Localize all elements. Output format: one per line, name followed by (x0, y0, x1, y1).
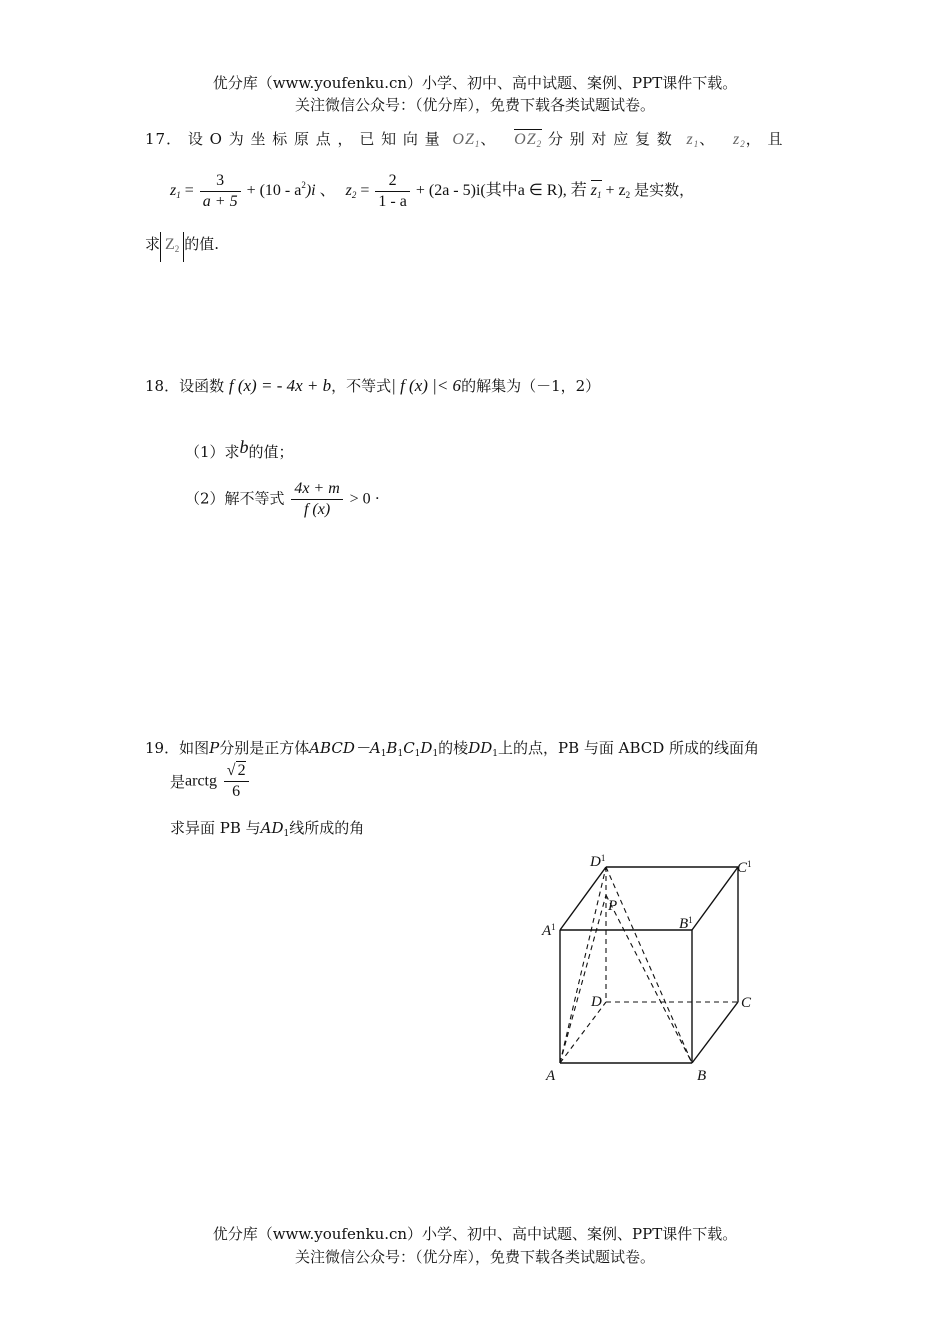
q17-question: 求 $Z_2$ 的值. (145, 232, 219, 262)
q17-vector-oz1: $OZ_1$ (452, 131, 481, 149)
q17-fraction-2: $\frac{2}{1 - a}$ (375, 172, 409, 211)
label-b1: $B^1$ (679, 915, 693, 932)
label-d1: $D^1$ (590, 853, 606, 870)
q17-z2: $z_2$ (733, 131, 746, 149)
q17-fraction-1: $\frac{3}{a + 5}$ (200, 172, 241, 211)
q17-number: 17． (145, 130, 183, 148)
header-line-2: 关注微信公众号：（优分库），免费下载各类试题试卷。 (294, 96, 655, 114)
q18-function: f (x) = - 4x + b (228, 376, 332, 395)
q17-intro: 设 O 为 坐 标 原 点 ， 已 知 向 量 (187, 130, 441, 148)
q18-part-1: （1）求b的值； (185, 437, 294, 461)
segment-ad1 (560, 867, 606, 1063)
segment-d1b (606, 867, 692, 1063)
q19-line-3: 求异面 PB 与$AD_1$线所成的角 (170, 819, 365, 839)
footer-line-2: 关注微信公众号：（优分库），免费下载各类试题试卷。 (294, 1248, 655, 1266)
q18-fraction: $\frac{4x + m}{f (x)}$ (291, 480, 342, 519)
q17-z1: $z_1$ (686, 131, 700, 149)
q17-end: ， 且 (745, 130, 784, 148)
edge-bc (692, 1002, 738, 1063)
q19-line-2: 是arctg $\frac{√ 2}{6}$ (170, 762, 251, 801)
label-c: C (741, 995, 752, 1011)
q17-line-1: 17． 设 O 为 坐 标 原 点 ， 已 知 向 量 $OZ_1$、 $OZ_2$ 分 别 对 应 复 数 $z_1$、 $z_2$， 且 (145, 130, 784, 149)
edge-b1c1 (692, 867, 738, 930)
label-b: B (697, 1068, 707, 1084)
label-c1: $C^1$ (737, 859, 752, 876)
label-p: P (608, 898, 618, 914)
q17-mid: 分 别 对 应 复 数 (547, 130, 673, 148)
header-line-1: 优分库（www.youfenku.cn）小学、初中、高中试题、案例、PPT课件下载。 (212, 74, 738, 92)
label-a1: $A^1$ (542, 922, 556, 939)
q18-inequality: | f (x) |< 6 (391, 376, 462, 395)
q18-part-2: （2）解不等式 $\frac{4x + m}{f (x)}$ > 0 · (185, 480, 380, 518)
q19-fraction: $\frac{√ 2}{6}$ (224, 762, 249, 801)
q17-vector-oz2: $OZ_2$ (514, 131, 543, 149)
label-d: D (591, 994, 602, 1010)
q18-line-1: 18．设函数 f (x) = - 4x + b，不等式| f (x) |< 6的解集为（－1，2） (145, 376, 601, 395)
q17-equations: $z_1$ = $\frac{3}{a + 5}$ + $(10 - a^2)i$ 、 $z_2$ = $\frac{2}{1 - a}$ + (2a - 5)i(其中a ∈ R), 若 $z_1 + z_2$ 是实数， (170, 172, 695, 210)
cube-figure (530, 845, 770, 1095)
q19-line-1: 19．如图P分别是正方体$ABCD-A_1B_1C_1D_1$的棱$DD_1$上的点，PB 与面 ABCD 所成的线面角 (145, 739, 760, 759)
footer-line-1: 优分库（www.youfenku.cn）小学、初中、高中试题、案例、PPT课件下载。 (212, 1225, 738, 1243)
label-a: A (546, 1068, 556, 1084)
